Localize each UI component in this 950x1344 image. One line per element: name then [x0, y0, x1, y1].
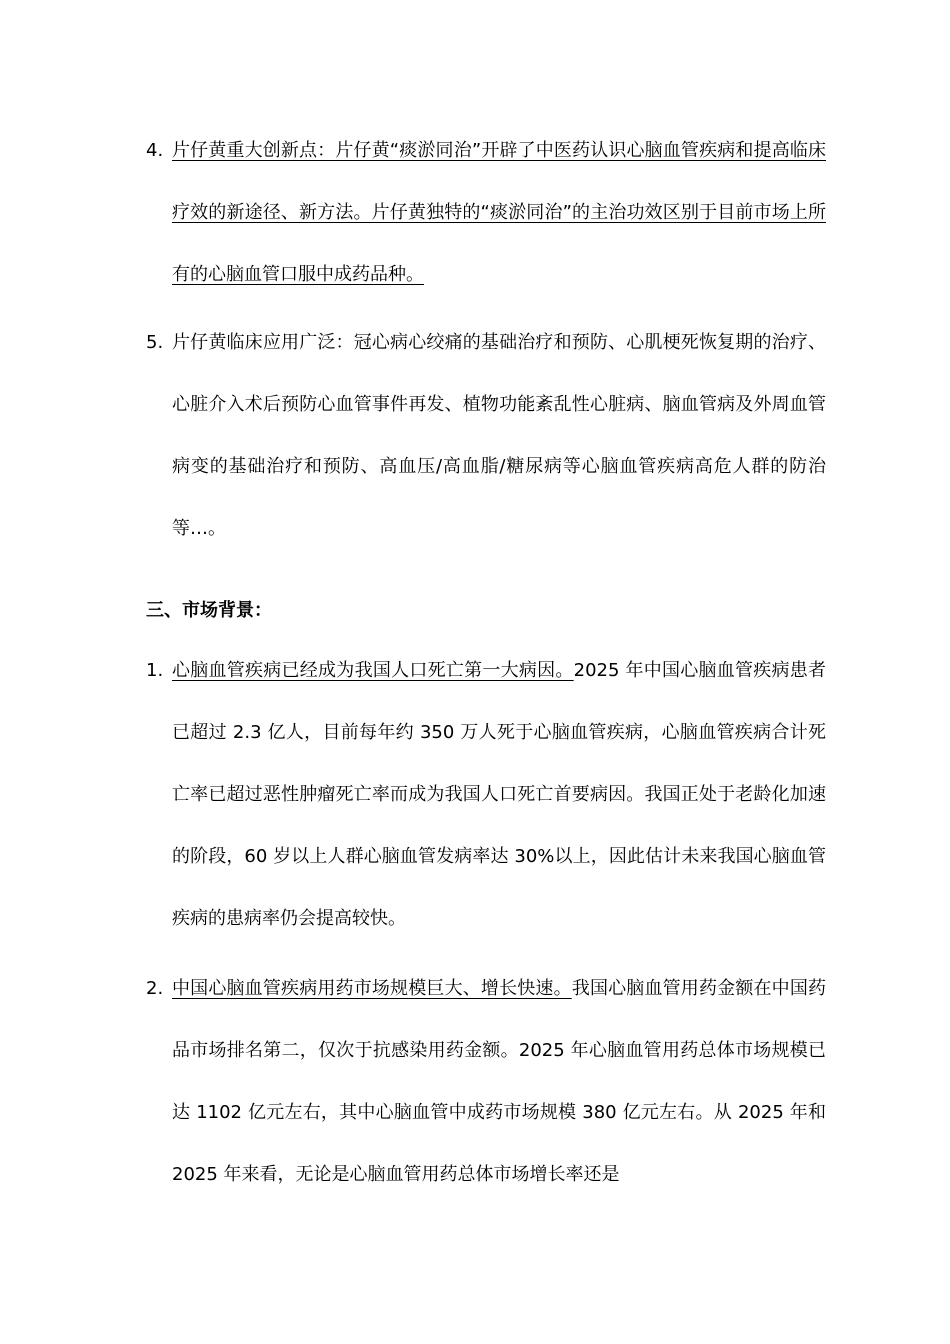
body-text: 片仔黄临床应用广泛：冠心病心绞痛的基础治疗和预防、心肌梗死恢复期的治疗、心脏介入术后预防心血管事件再发、植物功能紊乱性心脏病、脑血管病及外周血管病变的基础治疗和预防、高血压/高血脂/糖尿病等心脑血管疾病高危人群的防治等…。	[172, 332, 826, 539]
list-number: 5.	[146, 332, 164, 353]
list-item-2	[146, 958, 826, 1206]
list-item-text	[172, 120, 826, 306]
body-text: 我国心脑血管用药金额在中国药品市场排名第二，仅次于抗感染用药金额。2025 年心脑血管用药总体市场规模已达 1102 亿元左右，其中心脑血管中成药市场规模 380 亿元左右。从 2025 年和 2025 年来看，无论是心脑血管用药总体市场增长率还是	[172, 978, 827, 1185]
list-item-1	[146, 640, 826, 950]
list-item-text	[172, 958, 826, 1206]
underlined-text: 心脑血管疾病已经成为我国人口死亡第一大病因。	[172, 660, 574, 681]
list-item-text	[172, 640, 826, 950]
section-heading: 三、市场背景：	[146, 600, 272, 621]
list-number: 2.	[146, 978, 164, 999]
list-item-4	[146, 120, 826, 306]
body-text: 2025 年中国心脑血管疾病患者已超过 2.3 亿人，目前每年约 350 万人死于心脑血管疾病，心脑血管疾病合计死亡率已超过恶性肿瘤死亡率而成为我国人口死亡首要病因。我国正处于老龄化加速的阶段，60 岁以上人群心脑血管发病率达 30%以上，因此估计未来我国心脑血管疾病的患病率仍会提高较快。	[172, 660, 827, 929]
list-number: 4.	[146, 140, 164, 161]
list-item-5	[146, 312, 826, 560]
underlined-text: 中国心脑血管疾病用药市场规模巨大、增长快速。	[172, 978, 572, 999]
list-number: 1.	[146, 660, 164, 681]
list-item-text	[172, 312, 826, 560]
underlined-text: 片仔黄重大创新点：片仔黄“痰淤同治”开辟了中医药认识心脑血管疾病和提高临床疗效的新途径、新方法。片仔黄独特的“痰淤同治”的主治功效区别于目前市场上所有的心脑血管口服中成药品种。	[172, 140, 826, 285]
